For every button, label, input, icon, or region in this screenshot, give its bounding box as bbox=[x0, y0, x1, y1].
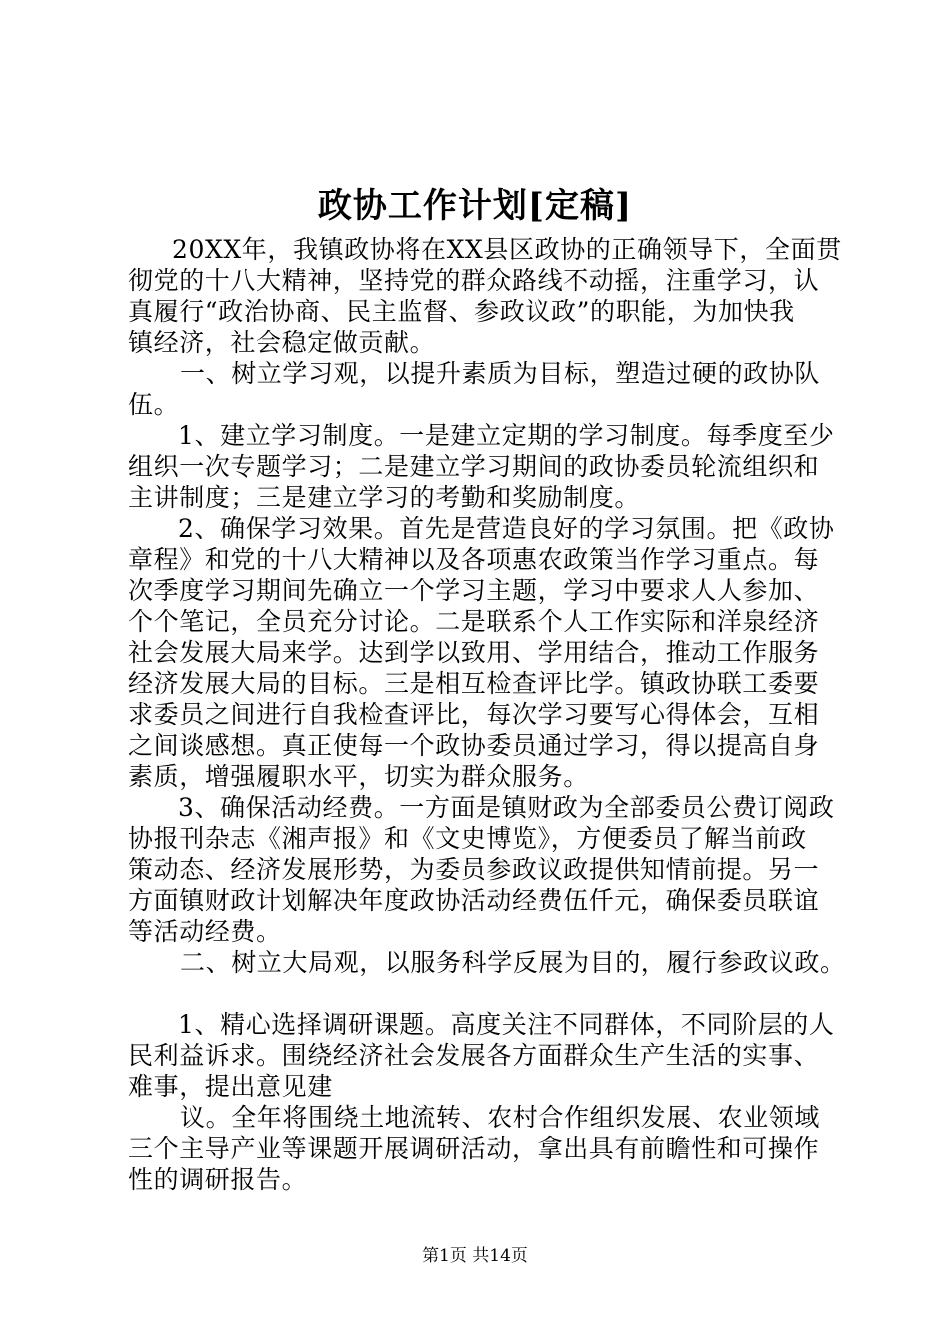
body-line: 三个主导产业等课题开展调研活动，拿出具有前瞻性和可操作 bbox=[128, 1134, 820, 1163]
body-line: 彻党的十八大精神，坚持党的群众路线不动摇，注重学习，认 bbox=[128, 266, 820, 295]
body-line: 镇经济，社会稳定做贡献。 bbox=[128, 328, 436, 357]
body-line: 1、精心选择调研课题。高度关注不同群体，不同阶层的人 bbox=[178, 1010, 835, 1039]
body-line: 次季度学习期间先确立一个学习主题，学习中要求人人参加、 bbox=[128, 576, 820, 605]
body-line: 等活动经费。 bbox=[128, 917, 282, 946]
body-line: 章程》和党的十八大精神以及各项惠农政策当作学习重点。每 bbox=[128, 545, 820, 574]
body-line: 经济发展大局的目标。三是相互检查评比学。镇政协联工委要 bbox=[128, 669, 820, 698]
body-line: 个个笔记，全员充分讨论。二是联系个人工作实际和洋泉经济 bbox=[128, 607, 820, 636]
section-heading-line: 伍。 bbox=[128, 390, 180, 419]
body-line: 民利益诉求。围绕经济社会发展各方面群众生产生活的实事、 bbox=[128, 1041, 820, 1070]
body-line: 之间谈感想。真正使每一个政协委员通过学习，得以提高自身 bbox=[128, 731, 820, 760]
document-body bbox=[128, 234, 846, 1195]
body-line: 20XX年，我镇政协将在XX县区政协的正确领导下，全面贯 bbox=[172, 235, 842, 264]
body-line: 方面镇财政计划解决年度政协活动经费伍仟元，确保委员联谊 bbox=[128, 886, 820, 915]
body-line: 策动态、经济发展形势，为委员参政议政提供知情前提。另一 bbox=[128, 855, 820, 884]
section-heading-line: 一、树立学习观，以提升素质为目标，塑造过硬的政协队 bbox=[180, 359, 821, 388]
body-line: 1、建立学习制度。一是建立定期的学习制度。每季度至少 bbox=[178, 421, 835, 450]
body-line: 协报刊杂志《湘声报》和《文史博览》，方便委员了解当前政 bbox=[128, 824, 807, 853]
body-line: 真履行“政治协商、民主监督、参政议政”的职能，为加快我 bbox=[128, 297, 795, 326]
body-line: 求委员之间进行自我检查评比，每次学习要写心得体会，互相 bbox=[128, 700, 820, 729]
body-line: 素质，增强履职水平，切实为群众服务。 bbox=[128, 762, 589, 791]
blank-line bbox=[128, 978, 840, 1009]
body-line: 社会发展大局来学。达到学以致用、学用结合，推动工作服务 bbox=[128, 638, 820, 667]
document-title: 政协工作计划[定稿] bbox=[317, 186, 633, 226]
page-footer: 第1页 共14页 bbox=[422, 1246, 528, 1266]
body-line: 3、确保活动经费。一方面是镇财政为全部委员公费订阅政 bbox=[178, 793, 835, 822]
body-line: 议。全年将围绕土地流转、农村合作组织发展、农业领域 bbox=[180, 1103, 821, 1132]
body-line: 性的调研报告。 bbox=[128, 1165, 308, 1194]
body-line: 2、确保学习效果。首先是营造良好的学习氛围。把《政协 bbox=[178, 514, 835, 543]
body-line: 主讲制度；三是建立学习的考勤和奖励制度。 bbox=[128, 483, 641, 512]
body-line: 难事，提出意见建 bbox=[128, 1072, 333, 1101]
section-heading-line: 二、树立大局观，以服务科学反展为目的，履行参政议政。 bbox=[180, 948, 846, 977]
body-line: 组织一次专题学习；二是建立学习期间的政协委员轮流组织和 bbox=[128, 452, 820, 481]
